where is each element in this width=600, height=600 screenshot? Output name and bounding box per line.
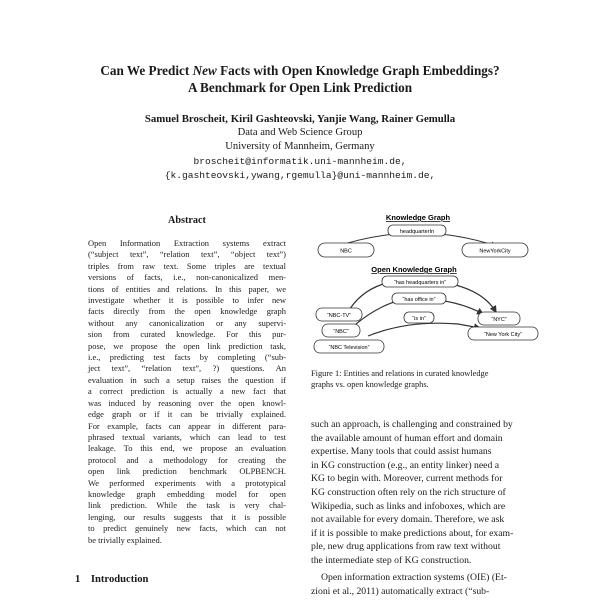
- text-line: For example, facts can appear in different para-: [88, 420, 286, 431]
- abstract-heading: Abstract: [168, 215, 206, 226]
- caption-line2: graphs vs. open knowledge graphs.: [311, 380, 429, 390]
- email-line1: broscheit@informatik.uni-mannheim.de,: [193, 156, 407, 167]
- caption-line1: Figure 1: Entities and relations in curated knowledge: [311, 369, 489, 378]
- title-part2: Facts with Open Knowledge Graph Embeddings?: [216, 63, 500, 78]
- text-line: link prediction. While the task is very chal-: [88, 500, 286, 511]
- text-line: be trivially explained.: [88, 534, 162, 545]
- text-line: versions of facts, i.e., non-canonicalized men-: [88, 272, 286, 283]
- text-line: sion from curated knowledge. For this pur-: [88, 329, 286, 340]
- text-line: ject text”, “relation text”, ?) questions. An: [88, 363, 286, 374]
- text-line: investigate whether it is possible to infer new: [88, 295, 286, 306]
- para2-line2: zioni et al., 2011) automatically extract (“sub-: [311, 585, 490, 597]
- right-column-paragraph2: [311, 571, 533, 598]
- abstract-body: [88, 238, 286, 546]
- okg-subj1: “NBC-TV”: [326, 313, 352, 319]
- okg-subj3: “NBC Television”: [328, 345, 370, 351]
- text-line: pose, we propose the open link prediction task,: [88, 340, 286, 351]
- figure-1: [308, 208, 540, 358]
- text-line: if it is possible to make predictions about, for exam-: [311, 527, 514, 539]
- section-title: Introduction: [90, 574, 149, 585]
- section-heading: [75, 574, 148, 585]
- title-emphasis: New: [192, 63, 217, 78]
- text-line: was induced by reasoning over the open knowl-: [88, 397, 286, 408]
- okg-edge-3: [368, 323, 480, 336]
- text-line: a correct prediction is actually a new fact that: [88, 386, 286, 397]
- text-line: leakage. To this end, we propose an evaluation: [88, 443, 286, 454]
- text-line: edge graph or if it can be trivially explained.: [88, 409, 286, 420]
- title-part1: Can We Predict: [100, 63, 193, 78]
- okg-subj2: “NBC”: [333, 329, 349, 335]
- okg-rel1: “has headquarters in”: [393, 280, 447, 286]
- figure-caption: [311, 368, 533, 391]
- text-line: to predict genuinely new facts, which can not: [88, 523, 286, 534]
- text-line: protocol and a methodology for creating the: [88, 454, 286, 465]
- text-line: knowledge graph embedding model for open: [88, 488, 286, 499]
- text-line: tions of entities and relations. In this paper, we: [88, 283, 286, 294]
- text-line: (“subject text”, “relation text”, “object text”): [88, 249, 286, 260]
- okg-title: Open Knowledge Graph: [371, 265, 457, 274]
- text-line: in KG construction (e.g., an entity linker) need a: [311, 459, 500, 471]
- text-line: Open Information Extraction systems extract: [88, 238, 286, 248]
- text-line: i.e., predicting test facts by completing (“sub-: [88, 352, 286, 363]
- text-line: lenging, our results suggests that it is possible: [88, 511, 286, 522]
- text-line: the intermediate step of KG construction.: [311, 554, 472, 566]
- text-line: KG construction often rely on the rich structure of: [311, 486, 506, 498]
- kg-relation: headquarterIn: [399, 229, 435, 235]
- email-line2: {k.gashteovski,ywang,rgemulla}@uni-mannheim.de,: [164, 170, 436, 181]
- text-line: phrased textual variants, which can lead to test: [88, 431, 286, 442]
- text-line: not available for every domain. Therefore, we ask: [311, 514, 505, 526]
- right-column-body: [311, 418, 533, 568]
- kg-title: Knowledge Graph: [385, 213, 451, 222]
- text-line: open link prediction benchmark OLPBENCH.: [88, 466, 286, 477]
- okg-obj2: “New York City”: [484, 332, 522, 338]
- text-line: without any canonicalization or any supervi-: [88, 317, 286, 328]
- text-line: such an approach, is challenging and constrained by: [311, 419, 513, 430]
- affiliation-group: Data and Web Science Group: [237, 127, 363, 138]
- text-line: We performed experiments with a prototypical: [88, 477, 286, 488]
- okg-obj1: “NYC”: [491, 317, 507, 323]
- section-number: 1: [75, 574, 81, 585]
- text-line: evaluation in such a setup raises the question if: [88, 374, 286, 385]
- text-line: facts directly from the open knowledge graph: [88, 306, 286, 317]
- text-line: KG to begin with. Moreover, current methods for: [311, 473, 503, 485]
- okg-rel3: “is in”: [412, 316, 426, 322]
- paper-title: [0, 62, 600, 79]
- text-line: Wikipedia, such as links and infoboxes, which are: [311, 500, 506, 512]
- text-line: expertise. Many tools that could assist humans: [311, 446, 492, 458]
- text-line: triples from raw text. Some triples are textual: [88, 260, 286, 271]
- para2-line1: Open information extraction systems (OIE) (Et-: [321, 572, 507, 583]
- kg-subject: NBC: [340, 248, 352, 255]
- authors: Samuel Broscheit, Kiril Gashteovski, Yanjie Wang, Rainer Gemulla: [144, 113, 456, 125]
- affiliation-university: University of Mannheim, Germany: [225, 141, 375, 152]
- kg-object: NewYorkCity: [479, 248, 511, 255]
- text-line: ple, new drug applications from raw text without: [311, 541, 501, 553]
- paper-title-line2: A Benchmark for Open Link Prediction: [187, 80, 413, 95]
- okg-rel2: “has office in”: [402, 297, 436, 303]
- text-line: the available amount of human effort and domain: [311, 432, 503, 444]
